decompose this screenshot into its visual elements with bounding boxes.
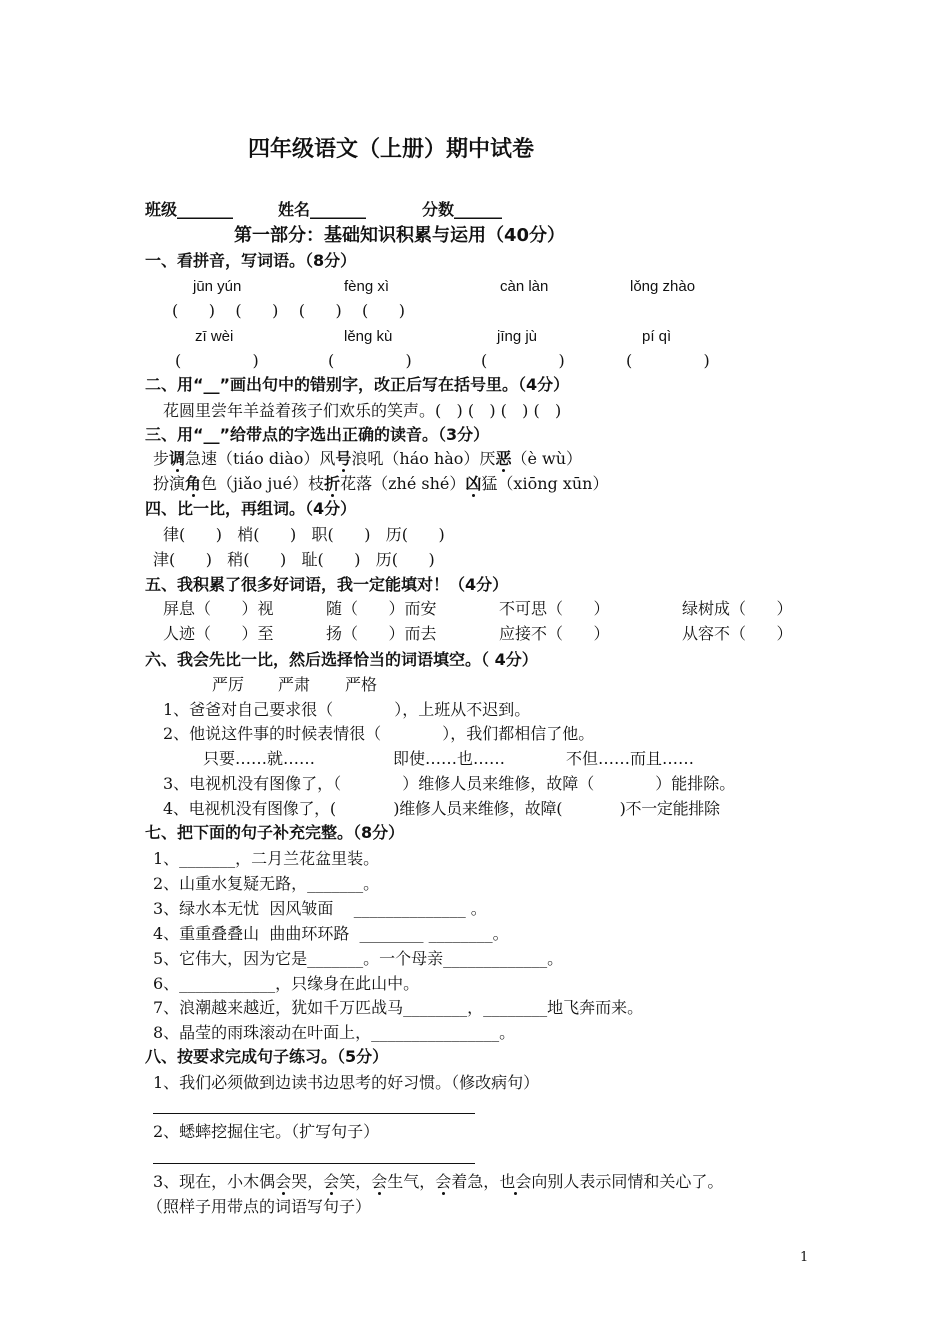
class-field: 班级_______ [145,200,234,219]
fill-question: 3、电视机没有图像了，（ ）维修人员来维修，故障（ ）能排除。 [163,774,736,793]
name-field: 姓名_______ [278,200,367,219]
poem-blank-item: 1、_______，二月兰花盆里装。 [153,849,380,868]
compare-line: 律( ) 梢( ) 职( ) 历( ) [163,525,445,544]
section7-heading: 七、把下面的句子补充完整。（8分） [145,823,405,842]
pinyin-item: lěng kù [344,328,393,345]
score-field: 分数______ [422,200,503,219]
section1-heading: 一、看拼音，写词语。（8分） [145,251,357,270]
part-one-title: 第一部分：基础知识积累与运用（40分） [234,225,566,246]
word-choice: 严厉 [212,675,245,694]
poem-blank-item: 6、____________，只缘身在此山中。 [153,974,420,993]
answer-line [153,1163,475,1164]
dotted-char: 号 [335,449,352,468]
dotted-char: 折 [324,474,341,493]
answer-parens: ( ) [481,351,565,370]
section5-heading: 五、我积累了很多好词语，我一定能填对！（4分） [145,575,509,594]
answer-parens: ( ) [626,351,710,370]
sentence-task-3: 3、现在，小木偶会哭，会笑，会生气，会着急，也会向别人表示同情和关心了。 [153,1172,724,1191]
sentence-task: 2、蟋蟀挖掘住宅。（扩写句子） [153,1122,380,1141]
section3-heading: 三、用“__”给带点的字选出正确的读音。（3分） [145,425,490,444]
dotted-char: 会 [435,1172,452,1191]
idiom-item: 不可思（ ） [499,599,610,618]
section6-heading: 六、我会先比一比，然后选择恰当的词语填空。（ 4分） [145,650,538,669]
dotted-char: 恶 [495,449,512,468]
dotted-char: 会 [371,1172,388,1191]
word-choice: 只要……就…… [203,749,316,768]
idiom-item: 从容不（ ） [682,624,793,643]
dotted-char: 也会 [499,1172,532,1191]
poem-blank-item: 8、晶莹的雨珠滚动在叶面上，________________。 [153,1023,516,1042]
pinyin-item: fèng xì [344,278,390,295]
word-choice: 严肃 [278,675,311,694]
idiom-item: 随（ ）而安 [326,599,437,618]
poem-blank-item: 5、它伟大，因为它是_______。一个母亲_____________。 [153,949,564,968]
page-title: 四年级语文（上册）期中试卷 [248,137,535,162]
fill-question: 4、电视机没有图像了，( )维修人员来维修，故障( )不一定能排除 [163,799,720,818]
sentence-task: 1、我们必须做到边读书边思考的好习惯。（修改病句） [153,1073,540,1092]
sentence-task-note: （照样子用带点的词语写句子） [147,1197,372,1216]
pinyin-item: càn làn [500,278,549,295]
fill-question: 2、他说这件事的时候表情很（ ），我们都相信了他。 [163,724,595,743]
pinyin-item: jūn yún [193,278,242,295]
poem-blank-item: 7、浪潮越来越近，犹如千万匹战马________，________地飞奔而来。 [153,998,644,1017]
dotted-char: 凶 [465,474,482,493]
answer-line [153,1113,475,1114]
section3-line1: 步调急速（tiáo diào）风号浪吼（háo hào）厌恶（è wù） [153,449,583,468]
fill-question: 1、爸爸对自己要求很（ ），上班从不迟到。 [163,700,531,719]
answer-parens-row1: ( ) ( ) ( ) ( ) [172,301,406,320]
idiom-item: 人迹（ ）至 [163,624,274,643]
section3-line2: 扮演角色（jiǎo jué）枝折花落（zhé shé）凶猛（xiōng xūn） [153,474,609,493]
word-choice: 不但……而且…… [566,749,695,768]
word-choice: 严格 [345,675,378,694]
poem-blank-item: 2、山重水复疑无路，_______。 [153,874,380,893]
idiom-item: 绿树成（ ） [682,599,793,618]
idiom-item: 应接不（ ） [499,624,610,643]
compare-line: 津( ) 稍( ) 耻( ) 历( ) [153,550,435,569]
dotted-char: 角 [185,474,202,493]
idiom-item: 屏息（ ）视 [163,599,274,618]
poem-blank-item: 4、重重叠叠山 曲曲环环路 ________ ________。 [153,924,509,943]
section2-heading: 二、用“__”画出句中的错别字，改正后写在括号里。（4分） [145,375,570,394]
pinyin-item: lǒng zhào [630,278,696,295]
pinyin-item: pí qì [642,328,672,345]
section8-heading: 八、按要求完成句子练习。（5分） [145,1047,389,1066]
dotted-char: 会 [323,1172,340,1191]
pinyin-item: zī wèi [195,328,234,345]
dotted-char: 会 [275,1172,292,1191]
page-number: 1 [800,1250,809,1265]
answer-parens: ( ) [175,351,259,370]
word-choice: 即使……也…… [393,749,506,768]
poem-blank-item: 3、绿水本无忧 因风皱面 ______________ 。 [153,899,487,918]
idiom-item: 扬（ ）而去 [326,624,437,643]
answer-parens: ( ) [328,351,412,370]
section2-sentence: 花圆里尝年羊益着孩子们欢乐的笑声。( ) ( ) ( ) ( ) [163,401,562,420]
dotted-char: 调 [169,449,186,468]
section4-heading: 四、比一比，再组词。（4分） [145,499,357,518]
pinyin-item: jīng jù [497,328,538,345]
